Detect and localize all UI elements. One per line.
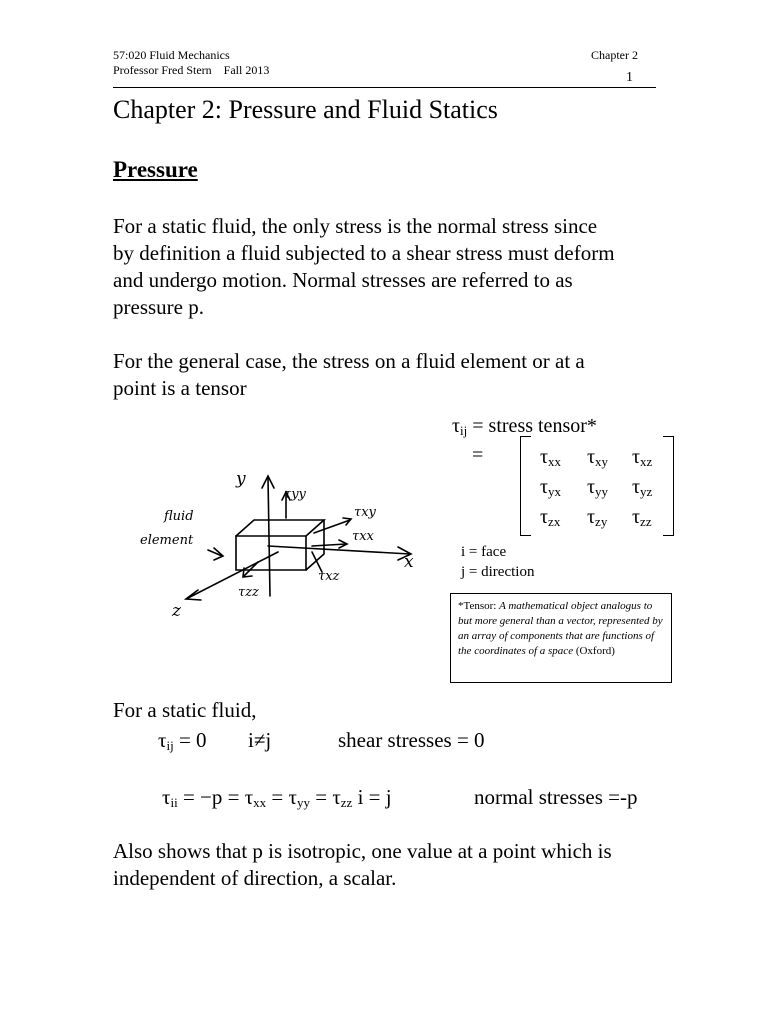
eq1-condition: i≠j bbox=[248, 728, 272, 752]
paragraph-line: For the general case, the stress on a fluid element or at a bbox=[113, 349, 585, 373]
normal-stress-equation: $\tau_{ii} = -p = \tau_{xx} = \tau_{yy} = \tau_{zz}$ i = j normal stresses =-p bbox=[162, 785, 638, 810]
sketch-label-element: element bbox=[140, 533, 194, 548]
tensor-cell: $\tau_{zy}$ bbox=[587, 506, 608, 529]
tensor-footnote-box bbox=[450, 593, 672, 683]
fluid-element-sketch bbox=[118, 458, 428, 618]
tensor-definition bbox=[452, 414, 597, 438]
tensor-cell: $\tau_{zz}$ bbox=[632, 506, 652, 529]
eq1-lhs: = 0 bbox=[178, 728, 207, 752]
tensor-def-text: = stress tensor* bbox=[472, 415, 597, 437]
professor-name bbox=[113, 63, 269, 78]
paragraph-line: pressure p. bbox=[113, 295, 204, 319]
paragraph-general-case bbox=[113, 348, 585, 402]
page-title: Chapter 2: Pressure and Fluid Statics bbox=[113, 95, 498, 124]
tensor-equals: = bbox=[472, 444, 484, 466]
z-axis bbox=[188, 552, 278, 598]
professor: Professor Fred Stern bbox=[113, 63, 212, 77]
i-face-label: i = face bbox=[461, 544, 507, 560]
paragraph-line: For a static fluid, the only stress is the normal stress since bbox=[113, 214, 598, 238]
sketch-label-txx: τxx bbox=[352, 529, 374, 544]
paragraph-line: Also shows that p is isotropic, one value at a point which is bbox=[113, 839, 612, 863]
matrix-left-bracket bbox=[520, 436, 531, 536]
shear-stress-equation: $\tau_{ij} = 0$ i≠j shear stresses = 0 bbox=[158, 728, 485, 753]
paragraph-line: and undergo motion. Normal stresses are referred to as bbox=[113, 268, 573, 292]
page-number: 1 bbox=[626, 70, 633, 85]
tensor-cell: $\tau_{xz}$ bbox=[632, 446, 653, 469]
sketch-label-tzz: τzz bbox=[238, 585, 259, 600]
sketch-label-x: x bbox=[404, 552, 414, 572]
tensor-cell: $\tau_{xy}$ bbox=[587, 446, 609, 469]
tensor-cell: $\tau_{yy}$ bbox=[587, 476, 609, 499]
sketch-label-z: z bbox=[172, 601, 181, 618]
paragraph-line: independent of direction, a scalar. bbox=[113, 866, 397, 890]
y-axis bbox=[268, 478, 270, 596]
term: Fall 2013 bbox=[223, 63, 270, 77]
j-direction-label: j = direction bbox=[461, 564, 535, 580]
section-heading: Pressure bbox=[113, 157, 198, 182]
tau-subscript: ij bbox=[460, 423, 468, 438]
header-rule bbox=[113, 87, 656, 88]
sketch-label-fluid: fluid bbox=[164, 509, 194, 524]
sketch-label-tyy: τyy bbox=[284, 487, 306, 502]
eq2-condition: i = j bbox=[357, 785, 392, 809]
tau-symbol: τ bbox=[452, 415, 461, 437]
chapter-label: Chapter 2 bbox=[591, 48, 638, 62]
eq1-description: shear stresses = 0 bbox=[338, 728, 485, 752]
element-box bbox=[236, 536, 306, 570]
static-fluid-intro: For a static fluid, bbox=[113, 698, 257, 722]
paragraph-line: by definition a fluid subjected to a shear stress must deform bbox=[113, 241, 615, 265]
footnote-source: (Oxford) bbox=[573, 645, 615, 657]
tensor-cell: $\tau_{xx}$ bbox=[540, 446, 562, 469]
tensor-cell: $\tau_{yx}$ bbox=[540, 476, 562, 499]
tensor-cell: $\tau_{yz}$ bbox=[632, 476, 653, 499]
matrix-right-bracket bbox=[663, 436, 674, 536]
footnote-definition: A mathematical object analogus to but more general than a vector, represented by an array of components that are functions of the coordinates of a space bbox=[458, 600, 663, 657]
sketch-label-y: y bbox=[236, 469, 246, 489]
paragraph-line: point is a tensor bbox=[113, 376, 247, 400]
course-name: 57:020 Fluid Mechanics bbox=[113, 48, 230, 62]
paragraph-static-fluid bbox=[113, 213, 615, 321]
stress-tensor-matrix bbox=[520, 436, 674, 536]
index-legend bbox=[461, 542, 534, 582]
sketch-label-txz: τxz bbox=[318, 569, 340, 584]
tensor-cell: $\tau_{zx}$ bbox=[540, 506, 561, 529]
sketch-label-txy: τxy bbox=[354, 505, 376, 520]
footnote-prefix: *Tensor: bbox=[458, 600, 500, 612]
paragraph-isotropic bbox=[113, 838, 612, 892]
eq2-description: normal stresses =-p bbox=[474, 785, 638, 809]
